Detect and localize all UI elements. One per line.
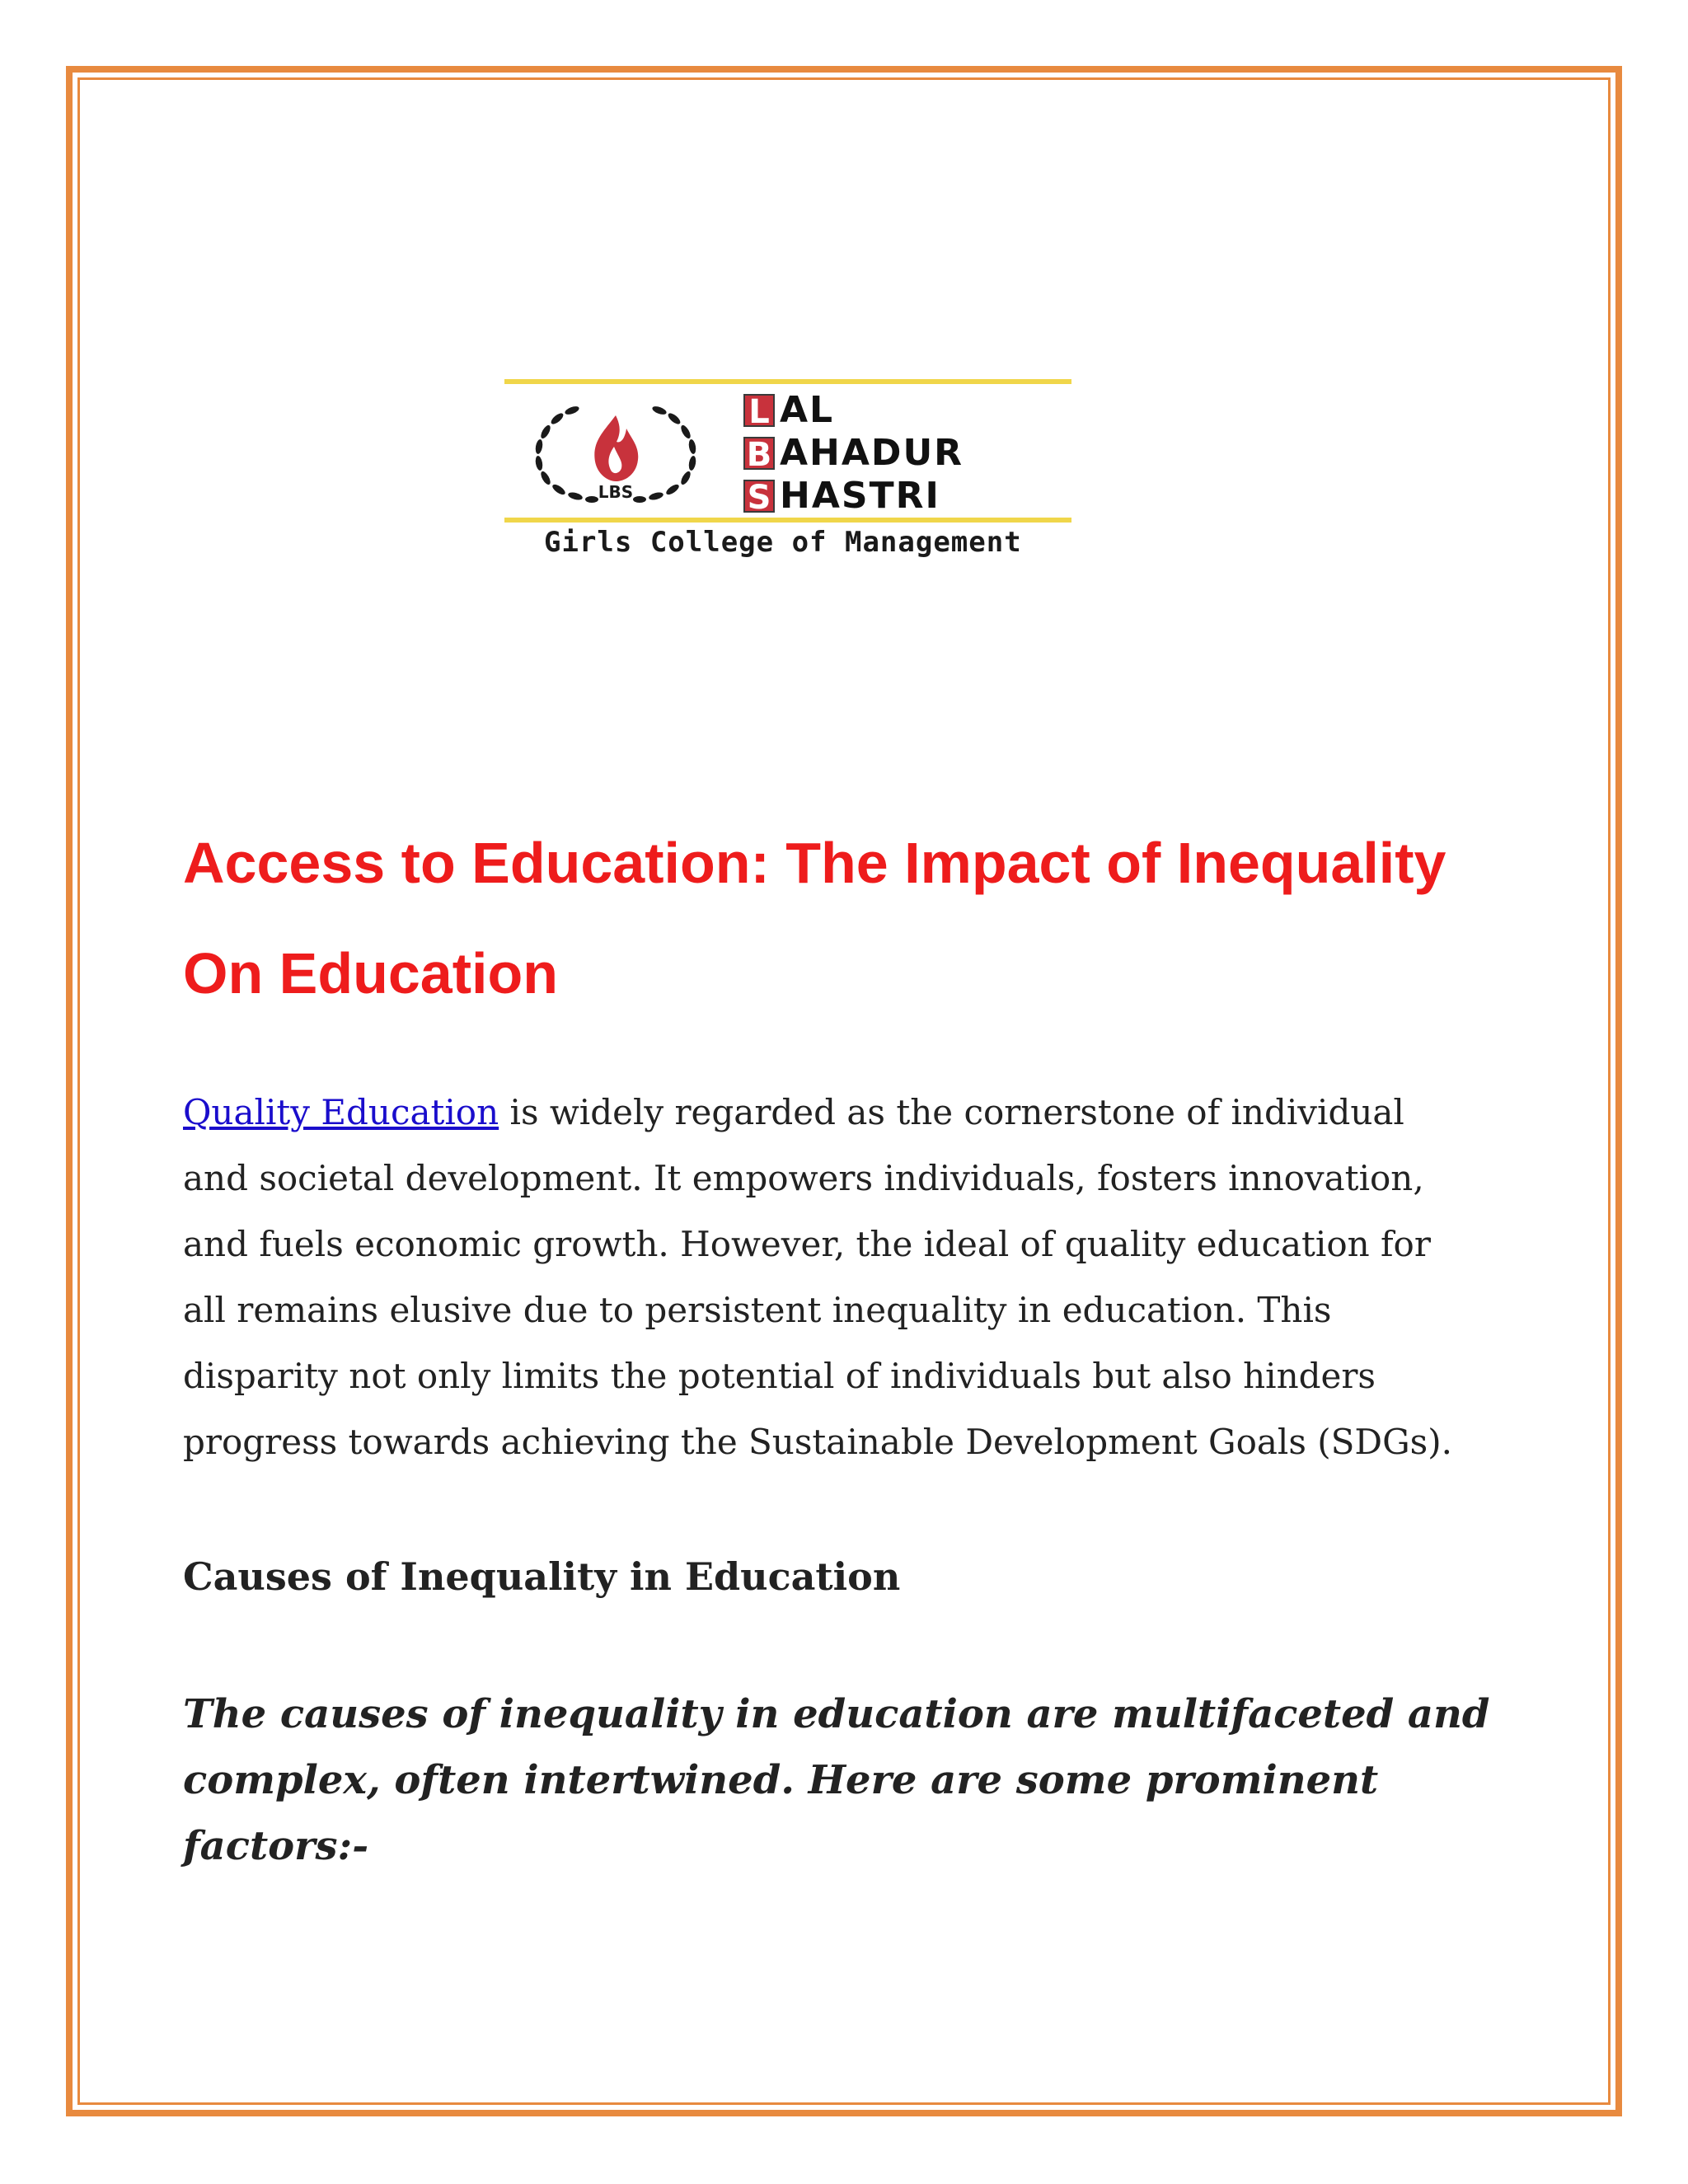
laurel-left-icon bbox=[534, 405, 598, 503]
intro-paragraph-text: is widely regarded as the cornerstone of individual and societal development. It empowers individuals, fosters innovation, and fuels economic growth. However, the ideal of quality education for all remains elusive due to persistent inequality in education. This disparity not only limits the potential of individuals but also hinders progress towards achieving the Sustainable Development Goals (SDGs). bbox=[183, 1092, 1452, 1462]
logo-initial-s: S bbox=[743, 480, 775, 513]
section-heading: Causes of Inequality in Education bbox=[183, 1554, 901, 1599]
logo-word-hastri: HASTRI bbox=[780, 475, 940, 517]
logo-row-lal bbox=[743, 391, 964, 430]
quality-education-link[interactable]: Quality Education bbox=[183, 1092, 499, 1132]
logo-word-ahadur: AHADUR bbox=[780, 432, 964, 474]
logo-caption: Girls College of Management bbox=[544, 526, 1022, 559]
logo-top-rule bbox=[504, 379, 1071, 384]
laurel-right-icon bbox=[633, 405, 697, 503]
causes-intro: The causes of inequality in education are multifaceted and complex, often intertwined. Here are some prominent factors:- bbox=[183, 1691, 1490, 1869]
page-title: Access to Education: The Impact of Inequality On Education bbox=[183, 831, 1447, 1005]
logo-bottom-rule bbox=[504, 518, 1071, 523]
laurel-flame-emblem bbox=[521, 392, 710, 516]
emblem-lbs-text: LBS bbox=[598, 482, 634, 502]
logo-wordmark bbox=[743, 391, 964, 519]
logo-initial-b: B bbox=[743, 437, 775, 470]
logo-row-shastri bbox=[743, 476, 964, 516]
logo-word-al: AL bbox=[780, 389, 835, 431]
logo-initial-l: L bbox=[743, 394, 775, 427]
logo-row-bahadur bbox=[743, 434, 964, 473]
intro-paragraph bbox=[183, 1080, 1535, 1475]
college-logo bbox=[504, 376, 1071, 567]
